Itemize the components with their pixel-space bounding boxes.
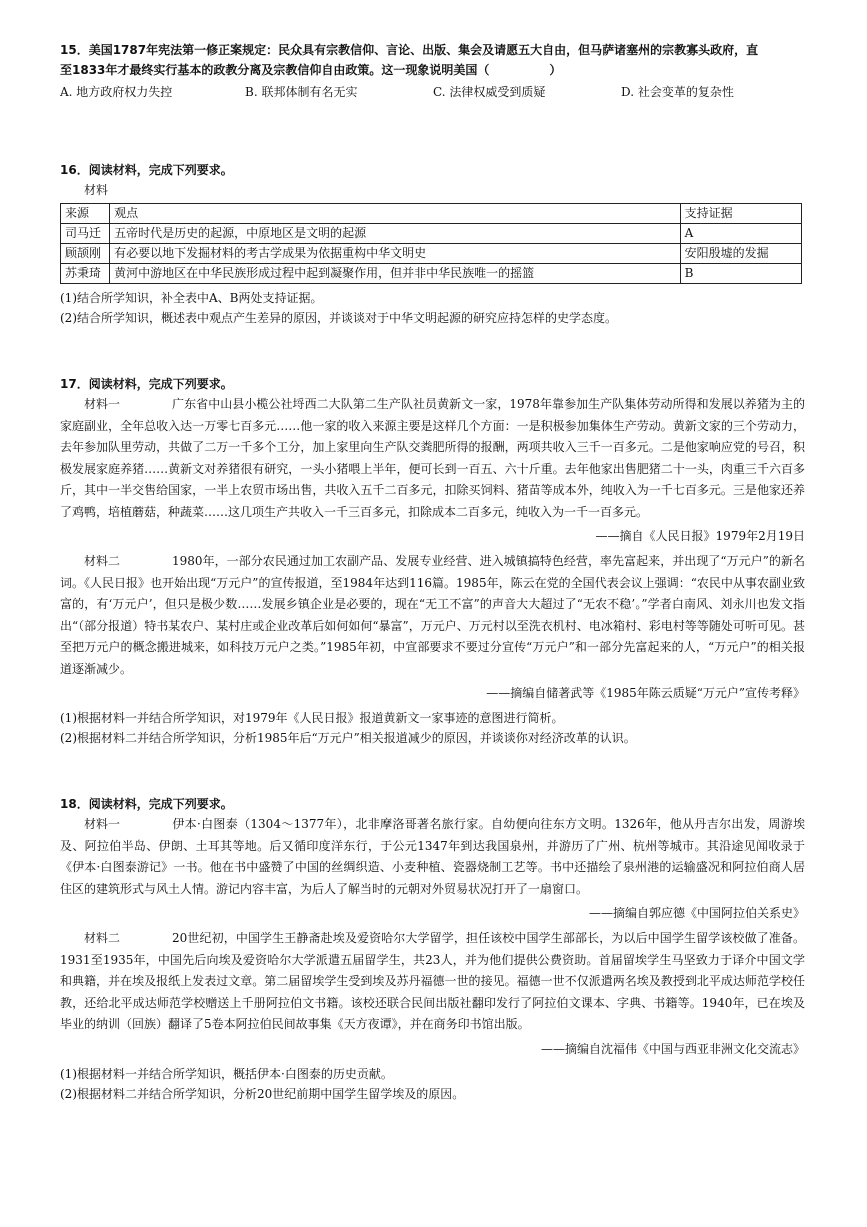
q15-option-a[interactable]: A. 地方政府权力失控 [60, 85, 173, 99]
q15-stem-line2: 至1833年才最终实行基本的政教分离及宗教信仰自由政策。这一现象说明美国（ ） [60, 63, 562, 77]
q15-stem-line1: 15．美国1787年宪法第一修正案规定：民众具有宗教信仰、言论、出版、集会及请愿五大自由，但马萨诸塞州的宗教寡头政府，直 [60, 43, 759, 57]
q16-material-label: 材料 [84, 183, 109, 197]
q15-option-b[interactable]: B. 联邦体制有名无实 [245, 85, 358, 99]
material-label: 材料二 [84, 554, 121, 568]
q17-stem: 17．阅读材料，完成下列要求。 [60, 377, 233, 391]
q18-material-2-source: ——摘编自沈福伟《中国与西亚非洲文化交流志》 [540, 1041, 805, 1056]
question-17 [60, 374, 805, 748]
table-cell: 安阳殷墟的发掘 [680, 244, 801, 264]
table-header-row [61, 204, 802, 224]
q17-material-2 [60, 551, 805, 680]
table-cell: 五帝时代是历史的起源，中原地区是文明的起源 [110, 224, 681, 244]
q18-question-1: (1)根据材料一并结合所学知识，概括伊本·白图泰的历史贡献。 [60, 1066, 393, 1081]
material-label: 材料二 [84, 931, 121, 945]
q17-material-1-source: ——摘自《人民日报》1979年2月19日 [595, 529, 805, 543]
material-text: 1980年，一部分农民通过加工农副产品、发展专业经营、进入城镇搞特色经营，率先富起来，并出现了“万元户”的新名词。《人民日报》也开始出现“万元户”的宣传报道，至1984年达到116篇。1985年，陈云在党的全国代表会议上强调：“农民中从事农副业致富的，有‘万元户’，但只是极少数……发展乡镇企业是必要的，现在“无工不富”的声音大大超过了“无农不稳’。”学者白南风、刘永川也发文指出“（部分报道）特书某农户、某村庄或企业改革后如何如何“暴富”，万元户、万元村以至洗衣机村、电冰箱村、彩电村等等随处可听可见。甚至把万元户的概念搬进城来，如科技万元户之类。”1985年初，中宣部要求不要过分宣传“万元户”和一部分先富起来的人，“万元户”的相关报道逐渐减少。 [60, 554, 805, 676]
material-text: 20世纪初，中国学生王静斋赴埃及爱资哈尔大学留学，担任该校中国学生部部长，为以后中国学生留学该校做了准备。1931至1935年，中国先后向埃及爱资哈尔大学派遣五届留学生，共23人，并为他们提供公费资助。首届留埃学生马坚致力于译介中国文学和典籍，并在埃及报纸上发表过文章。第二届留埃学生受到埃及苏丹福德一世的接见。福德一世不仅派遣两名埃及教授到北平成达师范学校任教，还给北平成达师范学校赠送上千册阿拉伯文书籍。该校还联合民间出版社翻印发行了阿拉伯文课本、字典、书籍等。1940年，已在埃及毕业的纳训（回族）翻译了5卷本阿拉伯民间故事集《天方夜谭》，并在商务印书馆出版。 [60, 931, 805, 1031]
table-cell: 顾颉刚 [61, 244, 110, 264]
question-18 [60, 794, 805, 1104]
question-15 [60, 40, 805, 102]
table-cell: 有必要以地下发掘材料的考古学成果为依据重构中华文明史 [110, 244, 681, 264]
material-text: 伊本·白图泰（1304～1377年），北非摩洛哥著名旅行家。自幼便向往东方文明。1326年，他从丹吉尔出发，周游埃及、阿拉伯半岛、伊朗、土耳其等地。后又循印度洋东行，于公元1347年到达我国泉州，并游历了广州、杭州等城市。其沿途见闻收录于《伊本·白图泰游记》一书。他在书中盛赞了中国的丝绸织造、小麦种植、瓷器烧制工艺等。书中还描绘了泉州港的运输盛况和阿拉伯商人居住区的建筑形式与风土人情。游记内容丰富，为后人了解当时的元朝对外贸易状况打开了一扇窗口。 [60, 817, 805, 896]
q16-table [60, 203, 802, 284]
table-header-cell: 支持证据 [680, 204, 801, 224]
table-cell: 黄河中游地区在中华民族形成过程中起到凝聚作用，但并非中华民族唯一的摇篮 [110, 264, 681, 284]
q18-material-1-source: ——摘编自郭应德《中国阿拉伯关系史》 [588, 906, 805, 920]
q15-options [60, 82, 805, 102]
q17-question-2: (2)根据材料二并结合所学知识，分析1985年后“万元户”相关报道减少的原因，并谈谈你对经济改革的认识。 [60, 731, 636, 745]
q17-question-1: (1)根据材料一并结合所学知识，对1979年《人民日报》报道黄新文一家事迹的意图进行简析。 [60, 711, 564, 725]
table-row [61, 244, 802, 264]
material-label: 材料一 [84, 817, 121, 831]
table-cell: 司马迁 [61, 224, 110, 244]
q18-question-2: (2)根据材料二并结合所学知识，分析20世纪前期中国学生留学埃及的原因。 [60, 1086, 465, 1101]
q17-material-1 [60, 394, 805, 523]
exam-page [60, 40, 805, 1104]
q17-material-2-source: ——摘编自储著武等《1985年陈云质疑“万元户”宣传考释》 [486, 686, 805, 700]
table-cell: B [680, 264, 801, 284]
q18-stem: 18．阅读材料，完成下列要求。 [60, 797, 233, 811]
table-cell: A [680, 224, 801, 244]
q16-question-2: (2)结合所学知识，概述表中观点产生差异的原因，并谈谈对于中华文明起源的研究应持怎样的史学态度。 [60, 311, 618, 325]
q16-question-1: (1)结合所学知识，补全表中A、B两处支持证据。 [60, 291, 323, 305]
table-row [61, 224, 802, 244]
q15-option-d[interactable]: D. 社会变革的复杂性 [621, 85, 734, 99]
q18-material-1 [60, 814, 805, 900]
q15-option-c[interactable]: C. 法律权威受到质疑 [433, 85, 546, 99]
material-label: 材料一 [84, 397, 121, 411]
q18-material-2 [60, 928, 805, 1036]
table-cell: 苏秉琦 [61, 264, 110, 284]
table-row [61, 264, 802, 284]
material-text: 广东省中山县小榄公社埒西二大队第二生产队社员黄新文一家，1978年靠参加生产队集体劳动所得和发展以养猪为主的家庭副业，全年总收入达一万零七百多元……他一家的收入来源主要是这样几个方面：一是积极参加集体生产劳动。黄新文家的三个劳动力，去年参加队里劳动，共做了二万一千多个工分，加上家里向生产队交粪肥所得的报酬，两项共收入三千一百多元。二是他家响应党的号召，积极发展家庭养猪……黄新文对养猪很有研究，一头小猪喂上半年，便可长到一百五、六十斤重。去年他家出售肥猪二十一头，肉重三千六百多斤，其中一半交售给国家，一半上农贸市场出售，共收入五千二百多元，扣除买饲料、猪苗等成本外，纯收入为一千七百多元。三是他家还养了鸡鸭，培植蘑菇，种蔬菜……这几项生产共收入一千三百多元，扣除成本二百多元，纯收入为一千一百多元。 [60, 397, 805, 519]
table-header-cell: 观点 [110, 204, 681, 224]
table-header-cell: 来源 [61, 204, 110, 224]
q16-stem: 16．阅读材料，完成下列要求。 [60, 163, 233, 177]
question-16 [60, 160, 805, 328]
